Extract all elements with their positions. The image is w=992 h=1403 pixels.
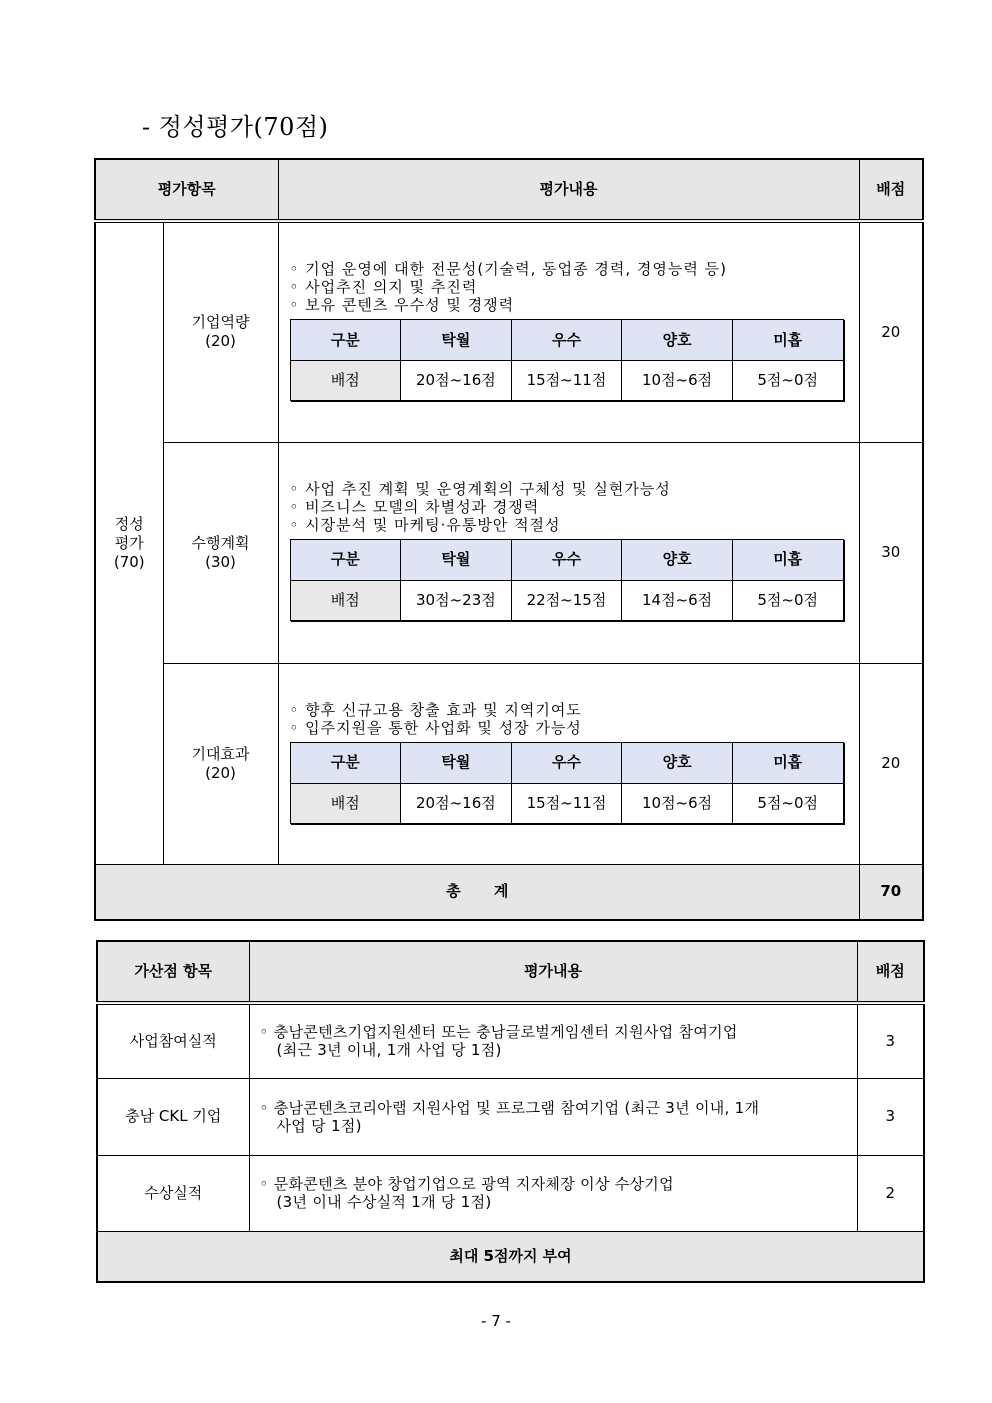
grade-header-row xyxy=(290,320,843,361)
bonus-content-line: (최근 3년 이내, 1개 사업 당 1점) xyxy=(276,1041,502,1060)
table-header-row xyxy=(95,159,923,221)
criterion-cell xyxy=(163,663,278,864)
grade-value-cell: 30점~23점 xyxy=(401,580,512,620)
grade-header-cell: 양호 xyxy=(622,320,733,361)
bonus-row-participation xyxy=(97,1003,924,1078)
category-label-line: (70) xyxy=(113,552,145,571)
page-number: - 7 - xyxy=(481,1312,511,1330)
header-eval-content: 평가내용 xyxy=(278,159,859,221)
grade-header-cell: 구분 xyxy=(290,320,401,361)
criterion-content-cell xyxy=(278,221,859,442)
criterion-points: (20) xyxy=(205,763,236,782)
grade-value-row xyxy=(290,361,843,401)
score-cell: 30 xyxy=(859,442,923,663)
criterion-content-cell xyxy=(278,663,859,864)
grade-header-cell: 미흡 xyxy=(732,320,843,361)
category-label-line: 정성 xyxy=(114,514,144,533)
grade-value-cell: 22점~15점 xyxy=(511,580,622,620)
grade-value-cell: 5점~0점 xyxy=(732,580,843,620)
grade-table xyxy=(290,539,844,621)
grade-table xyxy=(290,742,844,824)
bullet-item: ◦ 사업 추진 계획 및 운영계획의 구체성 및 실현가능성 xyxy=(289,479,671,498)
score-cell: 20 xyxy=(859,221,923,442)
grade-header-cell: 양호 xyxy=(622,742,733,783)
grade-header-row xyxy=(290,742,843,783)
grade-header-cell: 탁월 xyxy=(401,539,512,580)
grade-header-cell: 탁월 xyxy=(401,320,512,361)
bonus-footer-row xyxy=(97,1231,924,1282)
bonus-item-label: 사업참여실적 xyxy=(97,1003,249,1078)
bullet-item: ◦ 입주지원을 통한 사업화 및 성장 가능성 xyxy=(289,718,582,737)
grade-header-cell: 우수 xyxy=(511,539,622,580)
score-cell: 3 xyxy=(857,1003,924,1078)
section-title: - 정성평가(70점) xyxy=(142,113,329,141)
grade-value-cell: 15점~11점 xyxy=(511,361,622,401)
category-cell xyxy=(95,221,163,864)
grade-header-cell: 우수 xyxy=(511,742,622,783)
criterion-name: 기대효과 xyxy=(191,744,250,763)
qualitative-evaluation-table xyxy=(94,158,924,921)
total-row xyxy=(95,864,923,920)
bonus-content-line: ◦ 문화콘텐츠 분야 창업기업으로 광역 지자체장 이상 수상기업 xyxy=(259,1175,674,1193)
score-cell: 20 xyxy=(859,663,923,864)
grade-header-row xyxy=(290,539,843,580)
criterion-points: (20) xyxy=(205,332,236,351)
eval-row-execution-plan xyxy=(95,442,923,663)
eval-row-capability xyxy=(95,221,923,442)
bonus-footer-note: 최대 5점까지 부여 xyxy=(97,1231,924,1282)
bonus-points-table xyxy=(96,940,925,1283)
grade-header-cell: 구분 xyxy=(290,742,401,783)
score-cell: 3 xyxy=(857,1078,924,1155)
total-label: 총 계 xyxy=(95,864,859,920)
grade-value-cell: 14점~6점 xyxy=(622,580,733,620)
bonus-content-line: (3년 이내 수상실적 1개 당 1점) xyxy=(276,1193,492,1211)
criterion-cell xyxy=(163,221,278,442)
total-score: 70 xyxy=(859,864,923,920)
header-score: 배점 xyxy=(859,159,923,221)
bullet-item: ◦ 향후 신규고용 창출 효과 및 지역기여도 xyxy=(289,700,582,719)
bonus-row-awards xyxy=(97,1155,924,1231)
grade-value-row xyxy=(290,580,843,620)
grade-header-cell: 미흡 xyxy=(732,539,843,580)
grade-value-cell: 10점~6점 xyxy=(622,361,733,401)
grade-header-cell: 탁월 xyxy=(401,742,512,783)
grade-label-cell: 배점 xyxy=(290,361,401,401)
criterion-name: 기업역량 xyxy=(191,313,250,332)
table-header-row xyxy=(97,941,924,1003)
bonus-item-label: 수상실적 xyxy=(97,1155,249,1231)
bullet-item: ◦ 시장분석 및 마케팅·유통방안 적절성 xyxy=(289,515,561,534)
header-score: 배점 xyxy=(857,941,924,1003)
grade-value-cell: 15점~11점 xyxy=(511,783,622,823)
grade-header-cell: 미흡 xyxy=(732,742,843,783)
criterion-content-cell xyxy=(278,442,859,663)
grade-header-cell: 양호 xyxy=(622,539,733,580)
grade-value-cell: 20점~16점 xyxy=(401,783,512,823)
eval-row-expected-effect xyxy=(95,663,923,864)
bonus-content-cell xyxy=(249,1155,857,1231)
bonus-content-line: ◦ 충남콘텐츠기업지원센터 또는 충남글로벌게임센터 지원사업 참여기업 xyxy=(259,1023,738,1042)
bullet-list xyxy=(290,701,859,737)
grade-value-cell: 5점~0점 xyxy=(732,783,843,823)
bullet-item: ◦ 사업추진 의지 및 추진력 xyxy=(289,278,478,296)
grade-header-cell: 우수 xyxy=(511,320,622,361)
bonus-row-ckl xyxy=(97,1078,924,1155)
criterion-points: (30) xyxy=(205,552,236,571)
grade-table xyxy=(290,319,844,401)
criterion-name: 수행계획 xyxy=(191,533,250,552)
bullet-item: ◦ 비즈니스 모델의 차별성과 경쟁력 xyxy=(289,497,540,516)
grade-value-cell: 20점~16점 xyxy=(401,361,512,401)
bonus-item-label: 충남 CKL 기업 xyxy=(97,1078,249,1155)
bullet-item: ◦ 보유 콘텐츠 우수성 및 경쟁력 xyxy=(289,296,515,314)
category-label-line: 평가 xyxy=(114,533,144,552)
header-eval-content: 평가내용 xyxy=(249,941,857,1003)
criterion-cell xyxy=(163,442,278,663)
grade-header-cell: 구분 xyxy=(290,539,401,580)
header-bonus-item: 가산점 항목 xyxy=(97,941,249,1003)
bullet-item: ◦ 기업 운영에 대한 전문성(기술력, 동업종 경력, 경영능력 등) xyxy=(289,260,728,278)
grade-value-row xyxy=(290,783,843,823)
bonus-content-cell xyxy=(249,1003,857,1078)
bonus-content-cell xyxy=(249,1078,857,1155)
bullet-list xyxy=(290,260,859,314)
score-cell: 2 xyxy=(857,1155,924,1231)
header-eval-item: 평가항목 xyxy=(95,159,278,221)
grade-label-cell: 배점 xyxy=(290,580,401,620)
grade-label-cell: 배점 xyxy=(290,783,401,823)
grade-value-cell: 5점~0점 xyxy=(732,361,843,401)
bullet-list xyxy=(290,480,859,534)
grade-value-cell: 10점~6점 xyxy=(622,783,733,823)
bonus-content-line: 사업 당 1점) xyxy=(276,1116,362,1135)
bonus-content-line: ◦ 충남콘텐츠코리아랩 지원사업 및 프로그램 참여기업 (최근 3년 이내, 1개 xyxy=(259,1098,760,1117)
